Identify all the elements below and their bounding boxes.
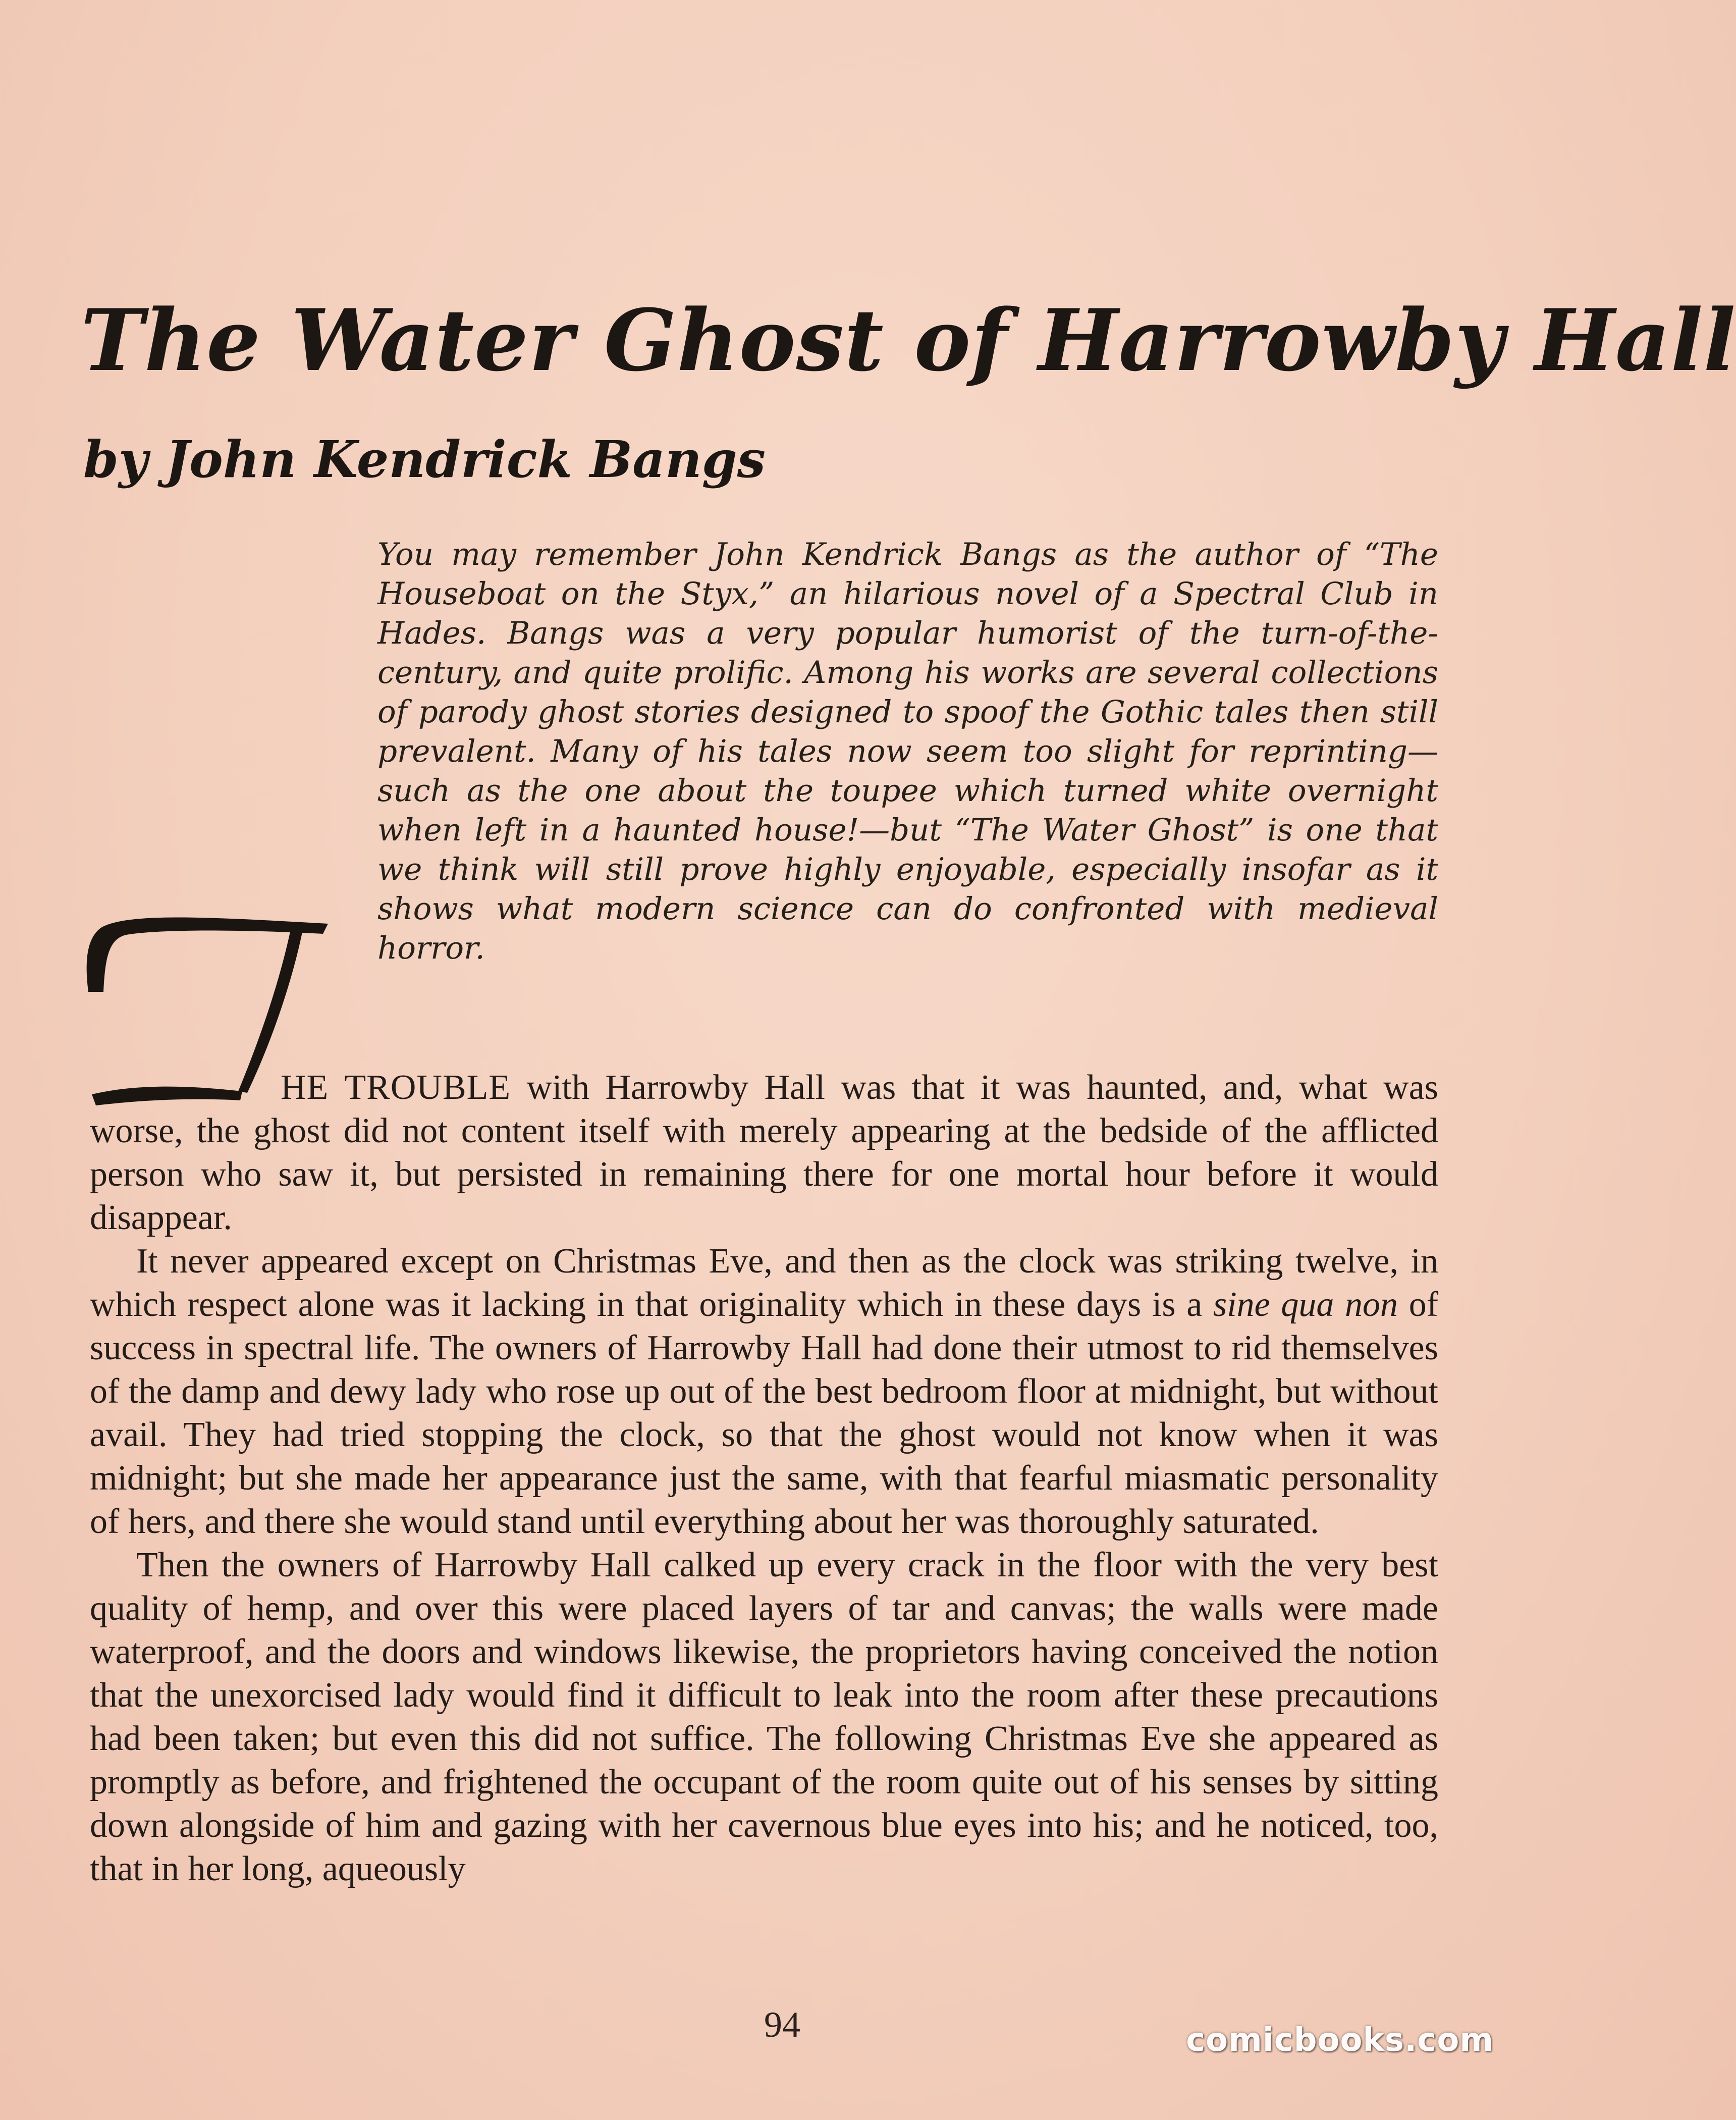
opening-caps: HE TROUBLE [281,1068,511,1107]
story-title: The Water Ghost of Harrowby Hall [81,290,1736,390]
page-number: 94 [764,2004,800,2045]
editorial-introduction [377,535,1438,968]
story-body [90,1066,1438,1891]
author-byline: by John Kendrick Bangs [83,430,766,489]
site-watermark: comicbooks.com [1186,2022,1494,2059]
story-paragraph-3: Then the owners of Harrowby Hall calked up every crack in the floor with the very best quality of hemp, and over this were placed layers of tar and canvas; the walls were made waterproof, and the doors and windows likewise, the proprietors having conceived the notion that the unexorcised lady would find it difficult to leak into the room after these precautions had been taken; but even this did not suffice. The following Christmas Eve she appeared as promptly as before, and frightened the occupant of the room quite out of his senses by sitting down alongside of him and gazing with her cavernous blue eyes into his; and he noticed, too, that in her long, aqueously [90,1546,1438,1888]
story-paragraph-2 [90,1240,1438,1544]
paragraph-2-text-a: It never appeared except on Christmas Eve, and then as the clock was striking twelve, in which respect alone was it lacking in that originality which in these days is a [90,1242,1438,1324]
paragraph-2-text-b: of success in spectral life. The owners of Harrowby Hall had done their utmost to rid themselves of the damp and dewy lady who rose up out of the best bedroom floor at midnight, but without avail. They had tried stopping the clock, so that the ghost would not know when it was midnight; but she made her appearance just the same, with that fearful miasmatic personality of hers, and there she would stand until everything about her was thoroughly saturated. [90,1285,1438,1541]
story-paragraph-1 [90,1066,1438,1240]
paragraph-1-text: with Harrowby Hall was that it was haunted, and, what was worse, the ghost did not content itself with merely appearing at the bedside of the afflicted person who saw it, but persisted in remaining there for one mortal hour before it would disappear. [90,1068,1439,1237]
intro-text: You may remember John Kendrick Bangs as the author of “The Houseboat on the Styx,” an hilarious novel of a Spectral Club in Hades. Bangs was a very popular humorist of the turn-of-the-century, and quite prolific. Among his works are several collections of parody ghost stories designed to spoof the Gothic tales then still prevalent. Many of his tales now seem too slight for reprinting—such as the one about the toupee which turned white overnight when left in a haunted house!—but “The Water Ghost” is one that we think will still prove highly enjoyable, especially insofar as it shows what modern science can do confronted with medieval horror. [377,537,1438,966]
latin-phrase: sine qua non [1213,1285,1398,1324]
